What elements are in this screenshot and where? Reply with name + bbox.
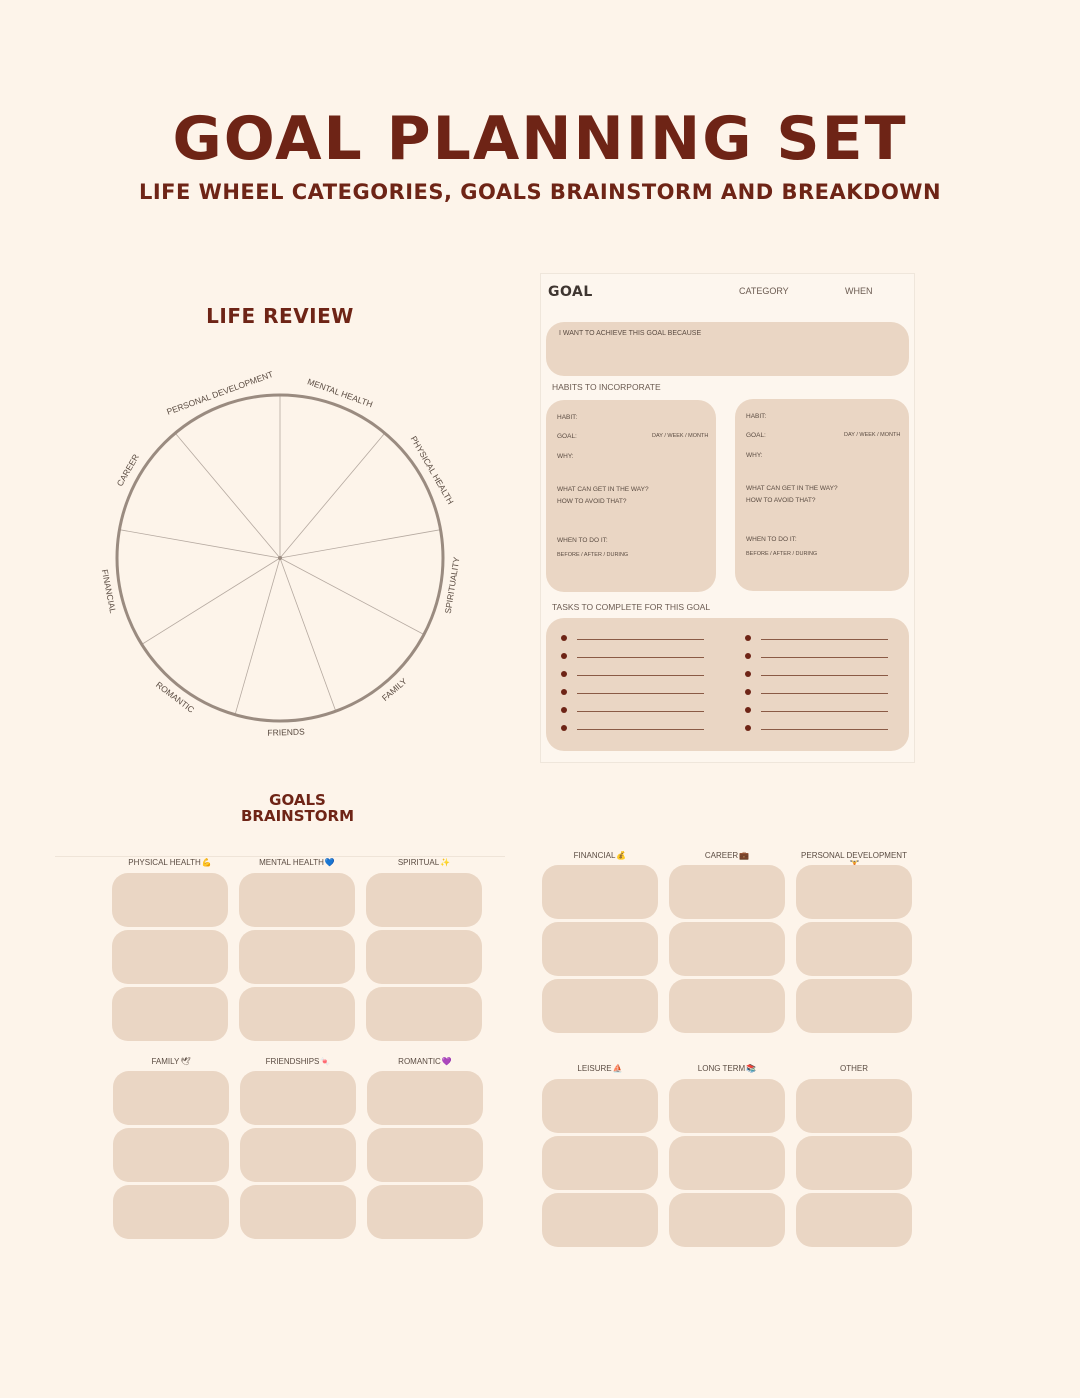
- bullet-icon: [561, 653, 567, 659]
- page-title: GOAL PLANNING SET: [172, 104, 908, 174]
- brainstorm-box[interactable]: [239, 873, 355, 927]
- brainstorm-box[interactable]: [366, 873, 482, 927]
- task-line: [761, 729, 888, 730]
- habit-when-label: WHEN TO DO IT:: [746, 536, 797, 543]
- wheel-label: ROMANTIC: [154, 679, 197, 715]
- category-emoji-icon: 💙: [324, 858, 335, 867]
- brainstorm-box[interactable]: [240, 1185, 356, 1239]
- brainstorm-box[interactable]: [240, 1071, 356, 1125]
- task-line: [761, 657, 888, 658]
- wheel-label: FINANCIAL: [99, 568, 119, 614]
- wheel-label: CAREER: [114, 452, 141, 488]
- brainstorm-box[interactable]: [796, 922, 912, 976]
- page-subtitle: LIFE WHEEL CATEGORIES, GOALS BRAINSTORM AND BREAKDOWN: [138, 180, 942, 204]
- task-line: [577, 729, 704, 730]
- category-heading: CATEGORY: [739, 286, 789, 296]
- goal-heading: GOAL: [548, 284, 593, 300]
- category-emoji-icon: 📚: [746, 1064, 757, 1073]
- brainstorm-box[interactable]: [542, 922, 658, 976]
- bullet-icon: [561, 725, 567, 731]
- task-row[interactable]: [745, 723, 895, 733]
- category-label: [113, 1057, 229, 1066]
- wheel-label: SPIRITUALITY: [442, 556, 462, 615]
- brainstorm-box[interactable]: [542, 865, 658, 919]
- brainstorm-box[interactable]: [796, 979, 912, 1033]
- task-row[interactable]: [745, 651, 895, 661]
- habit-frequency: DAY / WEEK / MONTH: [844, 432, 901, 438]
- task-row[interactable]: [745, 633, 895, 643]
- category-label-text: ROMANTIC: [398, 1057, 441, 1066]
- category-label-text: FAMILY: [151, 1057, 180, 1066]
- wheel-label: PHYSICAL HEALTH: [408, 434, 456, 506]
- brainstorm-box[interactable]: [669, 979, 785, 1033]
- wheel-spoke: [280, 530, 441, 558]
- habit-why-label: WHY:: [746, 452, 763, 459]
- habit-card-2[interactable]: [735, 399, 909, 591]
- category-label-text: PHYSICAL HEALTH: [128, 858, 201, 867]
- category-label-text: FRIENDSHIPS: [265, 1057, 320, 1066]
- task-row[interactable]: [745, 669, 895, 679]
- brainstorm-box[interactable]: [112, 930, 228, 984]
- brainstorm-title-line1: GOALS: [269, 791, 326, 809]
- category-label: [542, 851, 658, 860]
- life-review-title: LIFE REVIEW: [206, 304, 354, 328]
- habit-why-label: WHY:: [557, 453, 574, 460]
- category-label-text: MENTAL HEALTH: [259, 858, 324, 867]
- habit-obstacle-label: WHAT CAN GET IN THE WAY?: [746, 485, 838, 492]
- habit-goal-label: GOAL:: [746, 432, 766, 439]
- task-row[interactable]: [561, 687, 711, 697]
- bullet-icon: [561, 671, 567, 677]
- task-line: [577, 711, 704, 712]
- brainstorm-box[interactable]: [796, 1136, 912, 1190]
- brainstorm-box[interactable]: [542, 1193, 658, 1247]
- wheel-spoke: [280, 558, 424, 635]
- category-emoji-icon: ⛵: [612, 1064, 623, 1073]
- habit-avoid-label: HOW TO AVOID THAT?: [557, 498, 627, 505]
- task-row[interactable]: [561, 651, 711, 661]
- category-label: [796, 1064, 912, 1073]
- category-emoji-icon: ✨: [440, 858, 451, 867]
- category-label: [366, 858, 482, 867]
- task-row[interactable]: [745, 705, 895, 715]
- category-emoji-icon: 🍬: [320, 1057, 331, 1066]
- category-label: [669, 1064, 785, 1073]
- task-line: [761, 693, 888, 694]
- bullet-icon: [745, 653, 751, 659]
- habit-timing: BEFORE / AFTER / DURING: [746, 551, 818, 557]
- brainstorm-box[interactable]: [367, 1071, 483, 1125]
- wheel-spoke: [119, 530, 280, 558]
- category-label: [112, 858, 228, 867]
- goal-sheet: [540, 273, 915, 763]
- life-wheel: [90, 360, 470, 760]
- bullet-icon: [745, 635, 751, 641]
- category-label: [240, 1057, 356, 1066]
- brainstorm-box[interactable]: [239, 987, 355, 1041]
- brainstorm-box[interactable]: [796, 1079, 912, 1133]
- wheel-label: FAMILY: [379, 676, 409, 703]
- category-label-text: CAREER: [704, 851, 739, 860]
- category-emoji-icon: 🕊: [180, 1057, 191, 1066]
- bullet-icon: [745, 689, 751, 695]
- wheel-spoke: [175, 433, 280, 558]
- brainstorm-box[interactable]: [113, 1128, 229, 1182]
- category-label-text: PERSONAL DEVELOPMENT: [801, 851, 907, 860]
- habit-timing: BEFORE / AFTER / DURING: [557, 552, 629, 558]
- brainstorm-box[interactable]: [796, 1193, 912, 1247]
- brainstorm-title: [210, 792, 385, 824]
- brainstorm-box[interactable]: [669, 1079, 785, 1133]
- brainstorm-box[interactable]: [669, 1136, 785, 1190]
- brainstorm-box[interactable]: [113, 1185, 229, 1239]
- brainstorm-title-line2: BRAINSTORM: [241, 807, 354, 825]
- brainstorm-box[interactable]: [367, 1185, 483, 1239]
- task-line: [577, 657, 704, 658]
- habit-card-1[interactable]: [546, 400, 716, 592]
- bullet-icon: [561, 689, 567, 695]
- category-emoji-icon: 💼: [739, 851, 750, 860]
- bullet-icon: [561, 707, 567, 713]
- habit-when-label: WHEN TO DO IT:: [557, 537, 608, 544]
- category-emoji-icon: 💜: [441, 1057, 452, 1066]
- brainstorm-box[interactable]: [112, 987, 228, 1041]
- category-emoji-icon: 💰: [616, 851, 627, 860]
- habits-heading: HABITS TO INCORPORATE: [552, 382, 661, 392]
- brainstorm-box[interactable]: [669, 1193, 785, 1247]
- bullet-icon: [561, 635, 567, 641]
- because-field[interactable]: [546, 322, 909, 376]
- task-line: [577, 639, 704, 640]
- wheel-label: MENTAL HEALTH: [306, 376, 375, 410]
- category-label-text: LEISURE: [577, 1064, 612, 1073]
- wheel-label: PERSONAL DEVELOPMENT: [165, 368, 275, 417]
- category-label-text: OTHER: [840, 1064, 868, 1073]
- wheel-center: [278, 556, 282, 560]
- habit-frequency: DAY / WEEK / MONTH: [652, 433, 709, 439]
- wheel-spoke: [280, 558, 336, 711]
- because-label: I WANT TO ACHIEVE THIS GOAL BECAUSE: [559, 330, 702, 337]
- tasks-box: [546, 618, 909, 751]
- category-label-text: SPIRITUAL: [397, 858, 440, 867]
- habit-goal-label: GOAL:: [557, 433, 577, 440]
- task-line: [761, 711, 888, 712]
- divider: [55, 856, 505, 857]
- task-row[interactable]: [561, 669, 711, 679]
- brainstorm-box[interactable]: [542, 1136, 658, 1190]
- task-row[interactable]: [561, 633, 711, 643]
- wheel-labels: [100, 369, 462, 738]
- task-row[interactable]: [561, 723, 711, 733]
- category-label: [669, 851, 785, 860]
- brainstorm-box[interactable]: [542, 979, 658, 1033]
- bullet-icon: [745, 725, 751, 731]
- brainstorm-box[interactable]: [366, 930, 482, 984]
- brainstorm-box[interactable]: [366, 987, 482, 1041]
- category-label: [367, 1057, 483, 1066]
- task-line: [761, 675, 888, 676]
- wheel-spoke: [280, 433, 385, 558]
- task-line: [577, 693, 704, 694]
- bullet-icon: [745, 707, 751, 713]
- habit-obstacle-label: WHAT CAN GET IN THE WAY?: [557, 486, 649, 493]
- category-label: [239, 858, 355, 867]
- task-line: [761, 639, 888, 640]
- category-label-text: LONG TERM: [697, 1064, 746, 1073]
- brainstorm-box[interactable]: [239, 930, 355, 984]
- brainstorm-box[interactable]: [240, 1128, 356, 1182]
- task-row[interactable]: [745, 687, 895, 697]
- category-emoji-icon: 💪: [201, 858, 212, 867]
- habit-label: HABIT:: [557, 414, 578, 421]
- task-row[interactable]: [561, 705, 711, 715]
- task-line: [577, 675, 704, 676]
- wheel-spokes: [119, 395, 440, 715]
- wheel-label: FRIENDS: [267, 726, 305, 738]
- brainstorm-box[interactable]: [669, 865, 785, 919]
- brainstorm-box[interactable]: [367, 1128, 483, 1182]
- brainstorm-box[interactable]: [113, 1071, 229, 1125]
- brainstorm-box[interactable]: [542, 1079, 658, 1133]
- brainstorm-box[interactable]: [112, 873, 228, 927]
- bullet-icon: [745, 671, 751, 677]
- habit-label: HABIT:: [746, 413, 767, 420]
- tasks-heading: TASKS TO COMPLETE FOR THIS GOAL: [552, 602, 711, 612]
- category-label-text: FINANCIAL: [573, 851, 616, 860]
- habit-avoid-label: HOW TO AVOID THAT?: [746, 497, 816, 504]
- brainstorm-box[interactable]: [796, 865, 912, 919]
- category-label: [542, 1064, 658, 1073]
- brainstorm-box[interactable]: [669, 922, 785, 976]
- when-heading: WHEN: [845, 286, 873, 296]
